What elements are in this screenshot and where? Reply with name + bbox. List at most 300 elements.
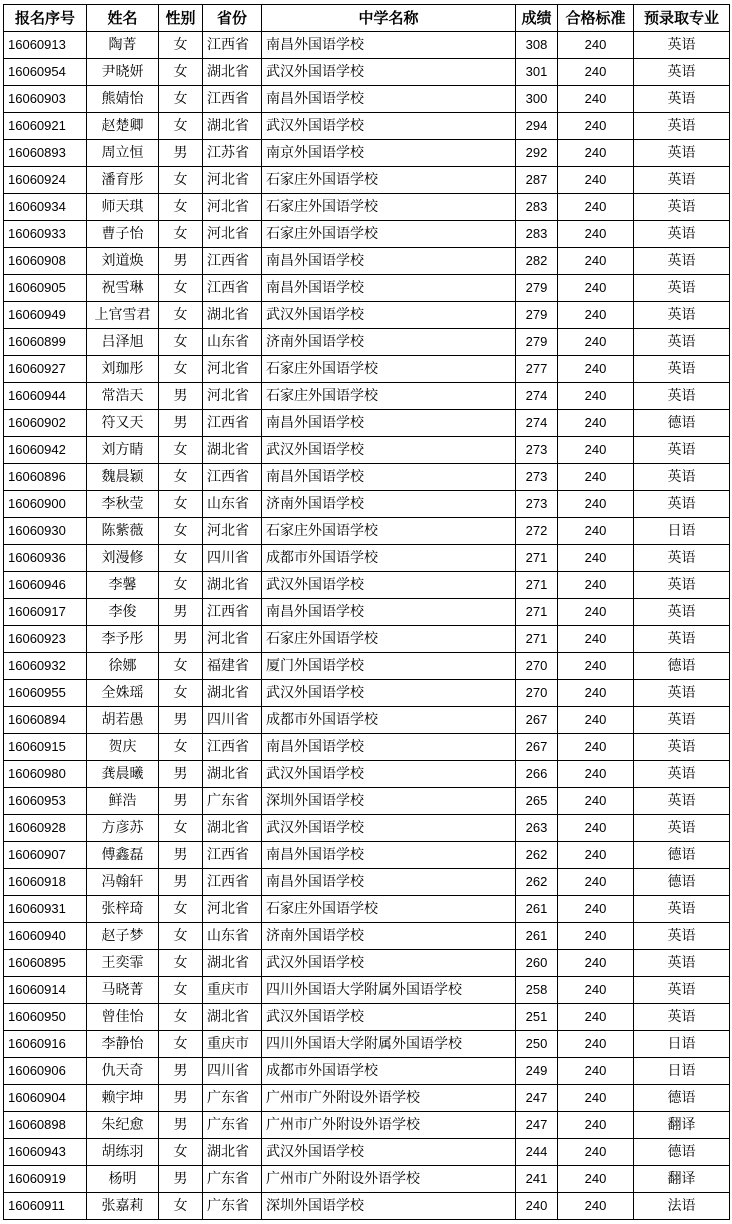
- table-row: [4, 302, 730, 329]
- cell-score: 240: [516, 1193, 558, 1220]
- cell-province: 福建省: [203, 653, 262, 680]
- cell-province: 山东省: [203, 491, 262, 518]
- cell-gender: 女: [159, 1139, 203, 1166]
- cell-standard: 240: [558, 923, 634, 950]
- cell-province: 河北省: [203, 896, 262, 923]
- cell-gender: 女: [159, 572, 203, 599]
- table-row: [4, 626, 730, 653]
- cell-standard: 240: [558, 815, 634, 842]
- table-row: [4, 518, 730, 545]
- cell-school: 广州市广外附设外语学校: [262, 1166, 516, 1193]
- cell-name: 方彦苏: [87, 815, 159, 842]
- cell-school: 南昌外国语学校: [262, 869, 516, 896]
- header-name: 姓名: [87, 5, 159, 32]
- cell-province: 湖北省: [203, 302, 262, 329]
- cell-province: 湖北省: [203, 950, 262, 977]
- cell-name: 冯翰轩: [87, 869, 159, 896]
- table-row: [4, 410, 730, 437]
- cell-score: 250: [516, 1031, 558, 1058]
- cell-gender: 女: [159, 356, 203, 383]
- header-school: 中学名称: [262, 5, 516, 32]
- cell-standard: 240: [558, 194, 634, 221]
- table-row: [4, 1112, 730, 1139]
- cell-standard: 240: [558, 653, 634, 680]
- cell-id: 16060955: [4, 680, 87, 707]
- cell-school: 石家庄外国语学校: [262, 194, 516, 221]
- cell-province: 四川省: [203, 1058, 262, 1085]
- cell-name: 吕泽旭: [87, 329, 159, 356]
- cell-school: 成都市外国语学校: [262, 545, 516, 572]
- cell-major: 英语: [634, 275, 730, 302]
- cell-name: 刘方睛: [87, 437, 159, 464]
- cell-standard: 240: [558, 1193, 634, 1220]
- cell-score: 279: [516, 275, 558, 302]
- table-row: [4, 1004, 730, 1031]
- table-row: [4, 977, 730, 1004]
- cell-id: 16060933: [4, 221, 87, 248]
- cell-school: 武汉外国语学校: [262, 815, 516, 842]
- cell-score: 267: [516, 707, 558, 734]
- cell-province: 广东省: [203, 1193, 262, 1220]
- cell-province: 江西省: [203, 32, 262, 59]
- table-row: [4, 59, 730, 86]
- table-row: [4, 356, 730, 383]
- cell-school: 南昌外国语学校: [262, 842, 516, 869]
- cell-gender: 男: [159, 842, 203, 869]
- cell-gender: 男: [159, 788, 203, 815]
- cell-gender: 女: [159, 815, 203, 842]
- cell-name: 曹子怡: [87, 221, 159, 248]
- cell-standard: 240: [558, 734, 634, 761]
- cell-standard: 240: [558, 626, 634, 653]
- cell-score: 274: [516, 383, 558, 410]
- cell-school: 深圳外国语学校: [262, 788, 516, 815]
- cell-gender: 女: [159, 977, 203, 1004]
- cell-province: 广东省: [203, 1166, 262, 1193]
- cell-id: 16060898: [4, 1112, 87, 1139]
- table-row: [4, 842, 730, 869]
- cell-major: 英语: [634, 167, 730, 194]
- table-row: [4, 464, 730, 491]
- cell-score: 241: [516, 1166, 558, 1193]
- table-row: [4, 707, 730, 734]
- cell-gender: 女: [159, 113, 203, 140]
- cell-score: 249: [516, 1058, 558, 1085]
- cell-major: 德语: [634, 869, 730, 896]
- table-row: [4, 1085, 730, 1112]
- cell-id: 16060949: [4, 302, 87, 329]
- cell-id: 16060917: [4, 599, 87, 626]
- table-row: [4, 86, 730, 113]
- cell-province: 重庆市: [203, 977, 262, 1004]
- cell-major: 英语: [634, 599, 730, 626]
- cell-gender: 女: [159, 896, 203, 923]
- cell-standard: 240: [558, 1058, 634, 1085]
- cell-major: 英语: [634, 59, 730, 86]
- cell-score: 271: [516, 599, 558, 626]
- cell-school: 武汉外国语学校: [262, 59, 516, 86]
- cell-score: 260: [516, 950, 558, 977]
- table-row: [4, 815, 730, 842]
- cell-name: 赵楚卿: [87, 113, 159, 140]
- cell-name: 赖宇坤: [87, 1085, 159, 1112]
- cell-gender: 女: [159, 1193, 203, 1220]
- cell-name: 尹晓妍: [87, 59, 159, 86]
- cell-standard: 240: [558, 788, 634, 815]
- cell-major: 德语: [634, 653, 730, 680]
- cell-score: 247: [516, 1085, 558, 1112]
- table-row: [4, 761, 730, 788]
- cell-id: 16060895: [4, 950, 87, 977]
- cell-name: 刘漫修: [87, 545, 159, 572]
- cell-gender: 男: [159, 248, 203, 275]
- cell-standard: 240: [558, 86, 634, 113]
- cell-school: 武汉外国语学校: [262, 761, 516, 788]
- cell-name: 马晓菁: [87, 977, 159, 1004]
- cell-score: 283: [516, 194, 558, 221]
- cell-school: 济南外国语学校: [262, 329, 516, 356]
- cell-school: 南昌外国语学校: [262, 275, 516, 302]
- cell-school: 武汉外国语学校: [262, 1139, 516, 1166]
- cell-gender: 女: [159, 950, 203, 977]
- cell-standard: 240: [558, 275, 634, 302]
- header-row: [4, 5, 730, 32]
- cell-score: 272: [516, 518, 558, 545]
- cell-gender: 男: [159, 707, 203, 734]
- cell-standard: 240: [558, 140, 634, 167]
- cell-score: 261: [516, 923, 558, 950]
- cell-id: 16060932: [4, 653, 87, 680]
- cell-score: 270: [516, 680, 558, 707]
- cell-major: 英语: [634, 923, 730, 950]
- cell-score: 271: [516, 545, 558, 572]
- cell-school: 南昌外国语学校: [262, 734, 516, 761]
- cell-major: 英语: [634, 491, 730, 518]
- cell-standard: 240: [558, 1112, 634, 1139]
- cell-province: 江西省: [203, 275, 262, 302]
- cell-score: 244: [516, 1139, 558, 1166]
- cell-id: 16060918: [4, 869, 87, 896]
- cell-gender: 男: [159, 410, 203, 437]
- cell-id: 16060916: [4, 1031, 87, 1058]
- cell-gender: 男: [159, 383, 203, 410]
- cell-standard: 240: [558, 221, 634, 248]
- cell-gender: 女: [159, 59, 203, 86]
- cell-major: 翻译: [634, 1166, 730, 1193]
- cell-province: 湖北省: [203, 437, 262, 464]
- table-row: [4, 896, 730, 923]
- cell-major: 法语: [634, 1193, 730, 1220]
- cell-standard: 240: [558, 1031, 634, 1058]
- cell-major: 英语: [634, 788, 730, 815]
- cell-province: 河北省: [203, 221, 262, 248]
- cell-major: 德语: [634, 410, 730, 437]
- cell-major: 英语: [634, 140, 730, 167]
- cell-name: 刘道焕: [87, 248, 159, 275]
- cell-province: 江西省: [203, 410, 262, 437]
- cell-gender: 女: [159, 167, 203, 194]
- table-row: [4, 221, 730, 248]
- cell-province: 湖北省: [203, 113, 262, 140]
- cell-name: 李俊: [87, 599, 159, 626]
- table-row: [4, 1058, 730, 1085]
- cell-school: 武汉外国语学校: [262, 950, 516, 977]
- cell-province: 河北省: [203, 356, 262, 383]
- cell-score: 270: [516, 653, 558, 680]
- cell-major: 翻译: [634, 1112, 730, 1139]
- table-row: [4, 923, 730, 950]
- cell-standard: 240: [558, 329, 634, 356]
- table-row: [4, 653, 730, 680]
- cell-name: 仇天奇: [87, 1058, 159, 1085]
- table-row: [4, 869, 730, 896]
- cell-school: 广州市广外附设外语学校: [262, 1112, 516, 1139]
- cell-id: 16060906: [4, 1058, 87, 1085]
- cell-standard: 240: [558, 167, 634, 194]
- cell-major: 英语: [634, 896, 730, 923]
- cell-name: 常浩天: [87, 383, 159, 410]
- cell-province: 山东省: [203, 329, 262, 356]
- cell-name: 朱纪愈: [87, 1112, 159, 1139]
- cell-school: 石家庄外国语学校: [262, 518, 516, 545]
- cell-id: 16060954: [4, 59, 87, 86]
- cell-standard: 240: [558, 518, 634, 545]
- table-row: [4, 572, 730, 599]
- cell-gender: 女: [159, 275, 203, 302]
- cell-id: 16060944: [4, 383, 87, 410]
- cell-province: 河北省: [203, 518, 262, 545]
- cell-major: 英语: [634, 302, 730, 329]
- cell-standard: 240: [558, 545, 634, 572]
- cell-province: 重庆市: [203, 1031, 262, 1058]
- cell-standard: 240: [558, 896, 634, 923]
- cell-standard: 240: [558, 1139, 634, 1166]
- table-row: [4, 1139, 730, 1166]
- cell-school: 南昌外国语学校: [262, 464, 516, 491]
- cell-score: 266: [516, 761, 558, 788]
- cell-id: 16060930: [4, 518, 87, 545]
- table-row: [4, 167, 730, 194]
- cell-gender: 男: [159, 1058, 203, 1085]
- cell-id: 16060927: [4, 356, 87, 383]
- cell-score: 261: [516, 896, 558, 923]
- cell-id: 16060921: [4, 113, 87, 140]
- cell-score: 292: [516, 140, 558, 167]
- cell-standard: 240: [558, 32, 634, 59]
- table-row: [4, 275, 730, 302]
- cell-province: 江西省: [203, 248, 262, 275]
- cell-major: 英语: [634, 194, 730, 221]
- cell-province: 湖北省: [203, 572, 262, 599]
- cell-major: 英语: [634, 464, 730, 491]
- cell-score: 267: [516, 734, 558, 761]
- cell-school: 厦门外国语学校: [262, 653, 516, 680]
- cell-gender: 女: [159, 653, 203, 680]
- cell-name: 傅鑫磊: [87, 842, 159, 869]
- cell-name: 熊婧怡: [87, 86, 159, 113]
- cell-id: 16060928: [4, 815, 87, 842]
- cell-major: 英语: [634, 734, 730, 761]
- cell-gender: 女: [159, 194, 203, 221]
- table-row: [4, 437, 730, 464]
- cell-school: 石家庄外国语学校: [262, 896, 516, 923]
- cell-name: 龚晨曦: [87, 761, 159, 788]
- table-row: [4, 491, 730, 518]
- table-row: [4, 329, 730, 356]
- table-header: [4, 5, 730, 32]
- cell-id: 16060940: [4, 923, 87, 950]
- cell-id: 16060907: [4, 842, 87, 869]
- cell-gender: 女: [159, 923, 203, 950]
- cell-standard: 240: [558, 842, 634, 869]
- cell-gender: 男: [159, 626, 203, 653]
- cell-name: 杨明: [87, 1166, 159, 1193]
- cell-score: 258: [516, 977, 558, 1004]
- cell-score: 308: [516, 32, 558, 59]
- cell-id: 16060936: [4, 545, 87, 572]
- cell-standard: 240: [558, 1004, 634, 1031]
- cell-school: 石家庄外国语学校: [262, 383, 516, 410]
- cell-school: 武汉外国语学校: [262, 437, 516, 464]
- cell-province: 广东省: [203, 1112, 262, 1139]
- cell-standard: 240: [558, 572, 634, 599]
- cell-standard: 240: [558, 1085, 634, 1112]
- cell-id: 16060902: [4, 410, 87, 437]
- cell-major: 德语: [634, 842, 730, 869]
- cell-standard: 240: [558, 59, 634, 86]
- cell-school: 南昌外国语学校: [262, 410, 516, 437]
- cell-major: 日语: [634, 1058, 730, 1085]
- cell-id: 16060908: [4, 248, 87, 275]
- cell-name: 鲜浩: [87, 788, 159, 815]
- cell-score: 274: [516, 410, 558, 437]
- cell-school: 武汉外国语学校: [262, 572, 516, 599]
- table-row: [4, 383, 730, 410]
- cell-name: 李馨: [87, 572, 159, 599]
- cell-major: 英语: [634, 221, 730, 248]
- cell-standard: 240: [558, 869, 634, 896]
- cell-score: 262: [516, 842, 558, 869]
- cell-major: 英语: [634, 977, 730, 1004]
- cell-standard: 240: [558, 680, 634, 707]
- cell-gender: 男: [159, 761, 203, 788]
- table-row: [4, 788, 730, 815]
- cell-name: 贺庆: [87, 734, 159, 761]
- cell-major: 英语: [634, 32, 730, 59]
- cell-standard: 240: [558, 302, 634, 329]
- cell-school: 南昌外国语学校: [262, 32, 516, 59]
- cell-id: 16060900: [4, 491, 87, 518]
- cell-province: 江苏省: [203, 140, 262, 167]
- cell-id: 16060915: [4, 734, 87, 761]
- header-score: 成绩: [516, 5, 558, 32]
- cell-standard: 240: [558, 1166, 634, 1193]
- cell-school: 南昌外国语学校: [262, 248, 516, 275]
- cell-score: 265: [516, 788, 558, 815]
- cell-score: 247: [516, 1112, 558, 1139]
- table-row: [4, 32, 730, 59]
- cell-school: 南昌外国语学校: [262, 599, 516, 626]
- cell-id: 16060913: [4, 32, 87, 59]
- cell-school: 深圳外国语学校: [262, 1193, 516, 1220]
- table-row: [4, 1031, 730, 1058]
- cell-school: 石家庄外国语学校: [262, 167, 516, 194]
- cell-standard: 240: [558, 113, 634, 140]
- cell-name: 符又天: [87, 410, 159, 437]
- cell-id: 16060905: [4, 275, 87, 302]
- cell-school: 南昌外国语学校: [262, 86, 516, 113]
- cell-major: 英语: [634, 86, 730, 113]
- cell-score: 263: [516, 815, 558, 842]
- cell-province: 湖北省: [203, 1004, 262, 1031]
- header-major: 预录取专业: [634, 5, 730, 32]
- cell-id: 16060946: [4, 572, 87, 599]
- cell-id: 16060980: [4, 761, 87, 788]
- cell-major: 日语: [634, 1031, 730, 1058]
- cell-score: 273: [516, 437, 558, 464]
- cell-id: 16060914: [4, 977, 87, 1004]
- cell-gender: 女: [159, 545, 203, 572]
- cell-score: 271: [516, 572, 558, 599]
- table-row: [4, 950, 730, 977]
- cell-name: 张梓琦: [87, 896, 159, 923]
- cell-major: 英语: [634, 950, 730, 977]
- cell-standard: 240: [558, 950, 634, 977]
- cell-score: 294: [516, 113, 558, 140]
- cell-gender: 男: [159, 1085, 203, 1112]
- cell-province: 河北省: [203, 626, 262, 653]
- cell-province: 广东省: [203, 1085, 262, 1112]
- cell-name: 师天琪: [87, 194, 159, 221]
- cell-province: 山东省: [203, 923, 262, 950]
- table-row: [4, 140, 730, 167]
- cell-standard: 240: [558, 761, 634, 788]
- cell-gender: 女: [159, 32, 203, 59]
- table-row: [4, 680, 730, 707]
- cell-gender: 女: [159, 464, 203, 491]
- cell-gender: 女: [159, 221, 203, 248]
- header-id: 报名序号: [4, 5, 87, 32]
- cell-province: 湖北省: [203, 680, 262, 707]
- cell-score: 273: [516, 491, 558, 518]
- cell-major: 德语: [634, 1139, 730, 1166]
- cell-standard: 240: [558, 410, 634, 437]
- cell-id: 16060899: [4, 329, 87, 356]
- cell-name: 周立恒: [87, 140, 159, 167]
- cell-score: 301: [516, 59, 558, 86]
- cell-standard: 240: [558, 599, 634, 626]
- cell-id: 16060896: [4, 464, 87, 491]
- cell-standard: 240: [558, 356, 634, 383]
- cell-score: 279: [516, 329, 558, 356]
- cell-major: 英语: [634, 815, 730, 842]
- cell-name: 曾佳怡: [87, 1004, 159, 1031]
- cell-province: 江西省: [203, 842, 262, 869]
- cell-score: 251: [516, 1004, 558, 1031]
- cell-province: 四川省: [203, 545, 262, 572]
- cell-gender: 男: [159, 140, 203, 167]
- cell-major: 英语: [634, 356, 730, 383]
- cell-score: 283: [516, 221, 558, 248]
- cell-name: 魏晨颖: [87, 464, 159, 491]
- cell-school: 石家庄外国语学校: [262, 356, 516, 383]
- cell-score: 271: [516, 626, 558, 653]
- cell-school: 武汉外国语学校: [262, 680, 516, 707]
- cell-id: 16060943: [4, 1139, 87, 1166]
- cell-major: 英语: [634, 626, 730, 653]
- cell-gender: 男: [159, 1112, 203, 1139]
- cell-name: 祝雪琳: [87, 275, 159, 302]
